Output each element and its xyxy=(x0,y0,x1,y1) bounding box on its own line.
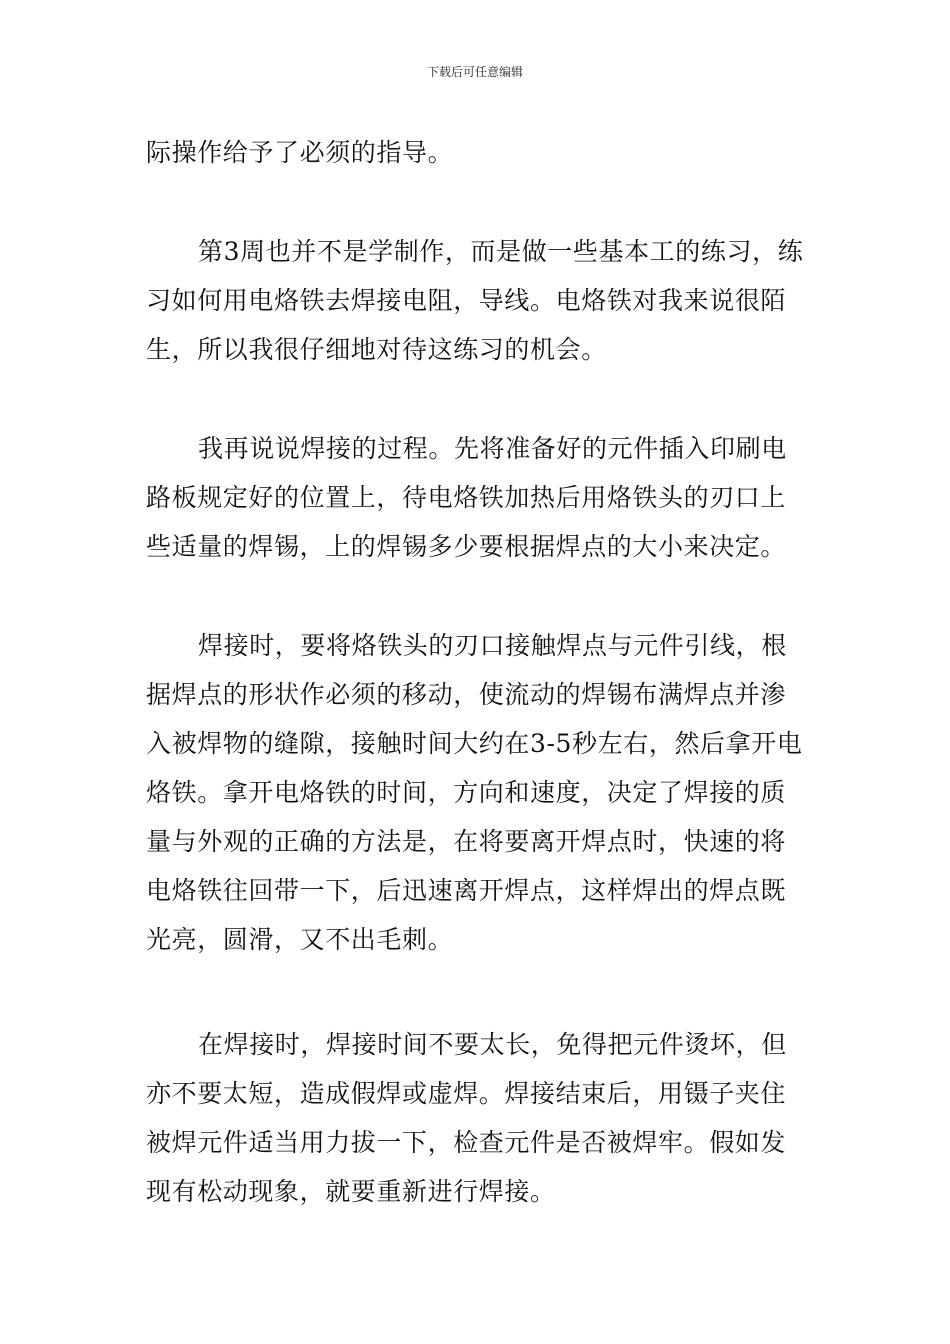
paragraph-soldering-process: 我再说说焊接的过程。先将准备好的元件插入印刷电路板规定好的位置上，待电烙铁加热后用烙铁头的刃口上些适量的焊锡，上的焊锡多少要根据焊点的大小来决定。 xyxy=(146,434,787,561)
paragraph-soldering-precautions: 在焊接时，焊接时间不要太长，免得把元件烫坏，但亦不要太短，造成假焊或虚焊。焊接结束后，用镊子夹住被焊元件适当用力拔一下，检查元件是否被焊牢。假如发现有松动现象，就要重新进行焊接。 xyxy=(146,1030,787,1206)
paragraph-soldering-technique: 焊接时，要将烙铁头的刃口接触焊点与元件引线，根据焊点的形状作必须的移动，使流动的焊锡布满焊点并渗入被焊物的缝隙，接触时间大约在3-5秒左右，然后拿开电烙铁。拿开电烙铁的时间，方向和速度，决定了焊接的质量与外观的正确的方法是，在将要离开焊点时，快速的将电烙铁往回带一下，后迅速离开焊点，这样焊出的焊点既光亮，圆滑，又不出毛刺。 xyxy=(146,631,803,954)
paragraph-continuation: 际操作给予了必须的指导。 xyxy=(146,138,454,167)
page-header-note: 下载后可任意编辑 xyxy=(426,65,523,79)
paragraph-week3-practice: 第3周也并不是学制作，而是做一些基本工的练习，练习如何用电烙铁去焊接电阻，导线。电烙铁对我来说很陌生，所以我很仔细地对待这练习的机会。 xyxy=(146,237,804,364)
